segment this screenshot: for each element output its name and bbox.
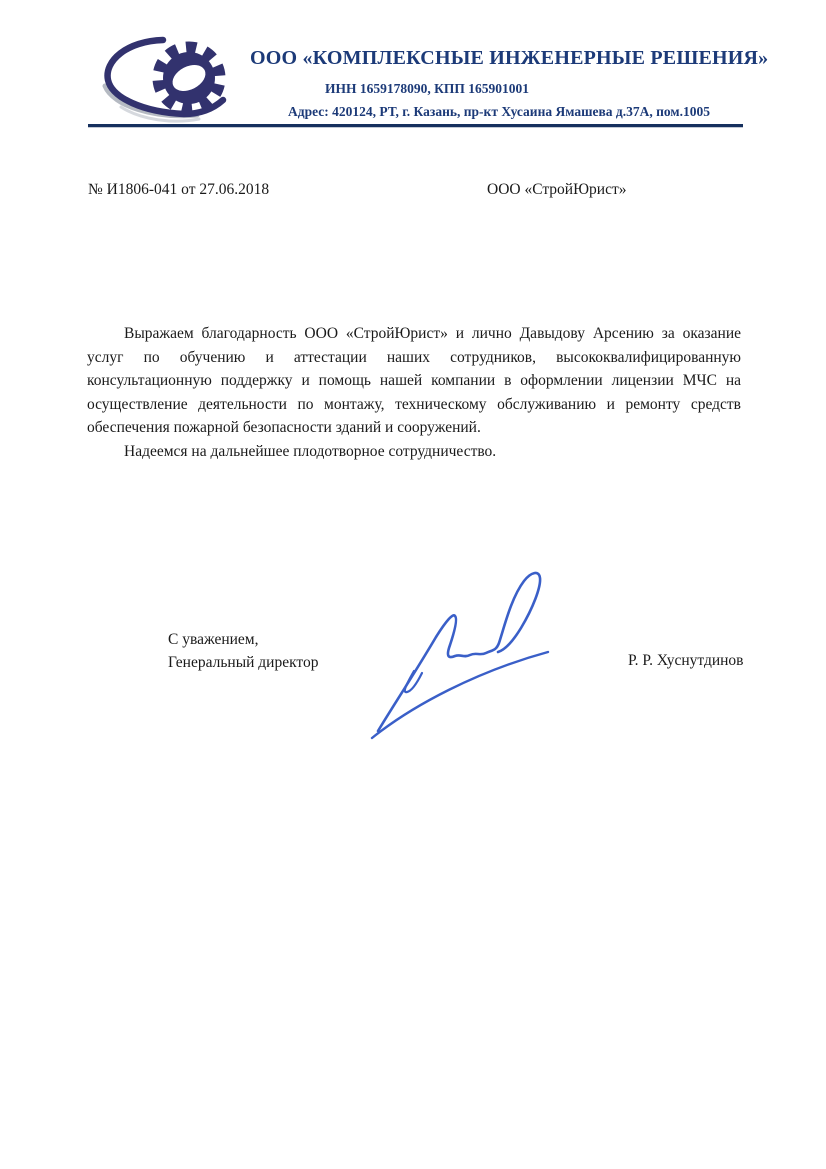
closing-line: С уважением, [168,631,259,648]
letterhead [250,46,769,120]
company-name: ООО «КОМПЛЕКСНЫЕ ИНЖЕНЕРНЫЕ РЕШЕНИЯ» [250,47,769,69]
letter-number: № И1806-041 от 27.06.2018 [88,181,270,198]
signer-name: Р. Р. Хуснутдинов [628,652,744,669]
company-tax-ids: ИНН 1659178090, КПП 165901001 [325,81,530,96]
recipient-name: ООО «СтройЮрист» [487,181,627,198]
body-paragraph-2: Надеемся на дальнейшее плодотворное сотрудничество. [124,442,497,460]
company-address: Адрес: 420124, РТ, г. Казань, пр-кт Хусаина Ямашева д.37А, пом.1005 [288,104,710,119]
handwritten-signature [358,553,563,745]
closing-block [168,629,319,674]
signer-title: Генеральный директор [168,653,319,671]
header-divider [88,124,743,128]
letter-body [87,322,741,463]
body-paragraph-1: Выражаем благодарность ООО «СтройЮрист» и лично Давыдову Арсению за оказание услуг по обучению и аттестации наших сотрудников, высококвалифицированную консультационную поддержку и помощь нашей компании в оформлении лицензии МЧС на осуществление деятельности по монтажу, техническому обслуживанию и ремонту средств обеспечения пожарной безопасности зданий и сооружений. [87,325,741,436]
company-gear-logo-icon [97,36,243,124]
